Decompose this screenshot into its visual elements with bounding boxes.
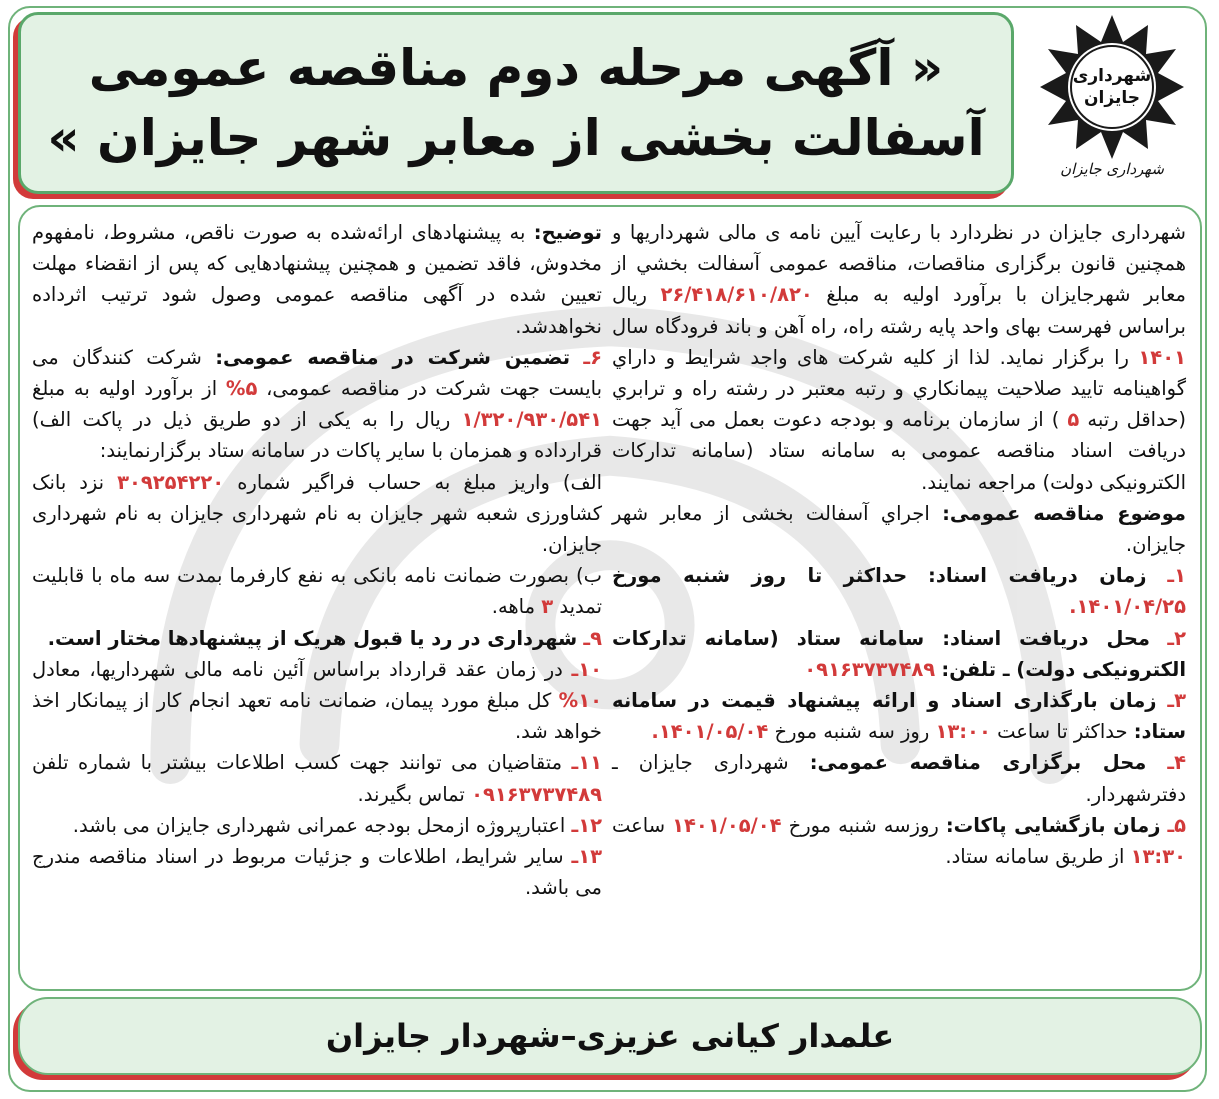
item-4: ۴ـ محل برگزاری مناقصه عمومی: شهرداری جایزان ـ دفترشهردار. <box>612 751 1186 806</box>
signature-banner <box>18 997 1202 1075</box>
left-column <box>32 217 602 903</box>
title-line-2: آسفالت بخشی از معابر شهر جایزان » <box>47 109 985 167</box>
subject-paragraph: موضوع مناقصه عمومی: اجراي آسفالت بخشی از معابر شهر جایزان. <box>612 501 1186 557</box>
item-11: ۱۱ـ متقاضیان می توانند جهت کسب اطلاعات بیشتر با شماره تلفن ۰۹۱۶۳۷۳۷۴۸۹ تماس بگیرند. <box>32 751 602 806</box>
emblem-star-icon <box>1037 12 1187 162</box>
item-9: ۹ـ شهرداری در رد یا قبول هریک از پیشنهادها مختار است. <box>47 626 602 650</box>
title-banner <box>18 12 1014 194</box>
item-2: ۲ـ محل دریافت اسناد: سامانه ستاد (سامانه تدارکات الکترونیکی دولت) ـ تلفن: ۰۹۱۶۳۷۳۷۴۸۹ <box>612 626 1186 681</box>
logo-caption: شهرداری جایزان <box>1060 160 1164 178</box>
logo-text-top: شهرداری <box>1072 66 1152 86</box>
guarantee-amount: ۱/۳۲۰/۹۳۰/۵۴۱ <box>461 408 602 432</box>
title-line-1: « آگهی مرحله دوم مناقصه عمومی <box>88 39 944 97</box>
logo-text-bottom: جایزان <box>1084 88 1140 108</box>
municipality-logo <box>1022 12 1202 194</box>
price-list-year: ۱۴۰۱ <box>1138 345 1186 369</box>
bank-account-number: ۳۰۹۲۵۴۲۲۰ <box>117 470 225 494</box>
item-6a: الف) واریز مبلغ به حساب فراگیر شماره ۳۰۹۲۵۴۲۲۰ نزد بانک کشاورزی شعبه شهر جایزان به نام شهرداری جایزان به نام شهرداری جایزان. <box>32 470 603 557</box>
right-column <box>612 217 1186 872</box>
contact-phone: ۰۹۱۶۳۷۳۷۴۸۹ <box>804 657 936 681</box>
item-6b: ب) بصورت ضمانت نامه بانکی به نفع کارفرما بمدت سه ماه با قابلیت تمدید ۳ ماهه. <box>32 564 602 619</box>
item-6: ۶ـ تضمین شرکت در مناقصه عمومی: شرکت کنندگان می بایست جهت شرکت در مناقصه عمومی، ۵% از برآورد اولیه به مبلغ ۱/۳۲۰/۹۳۰/۵۴۱ ریال را به یکی از دو طریق ذیل در پاکت الف) قرارداده و همزمان با سایر پاکات در سامانه ستاد برگزارنمایند: <box>32 345 602 463</box>
announcement-body <box>18 205 1202 991</box>
note-paragraph: توضیح: به پیشنهادهای ارائه‌شده به صورت ناقص، مشروط، نامفهوم مخدوش، فاقد تضمین و همچنین پیشنهادهایی که پس از انقضاء مهلت تعیین شده در آگهی مناقصه عمومی وصول شود ترتیب اثرداده نخواهدشد. <box>32 221 602 338</box>
min-rank: ۵ <box>1067 408 1080 432</box>
mayor-signature: علمدار کیانی عزیزی–شهردار جایزان <box>325 1017 895 1055</box>
item-5: ۵ـ زمان بازگشایی پاکات: روزسه شنبه مورخ ۱۴۰۱/۰۵/۰۴ ساعت ۱۳:۳۰ از طریق سامانه ستاد. <box>612 813 1187 869</box>
subject-label: موضوع مناقصه عمومی: <box>942 501 1186 525</box>
item-10: ۱۰ـ در زمان عقد قرارداد براساس آئین نامه مالی شهرداریها، معادل ۱۰% کل مبلغ مورد پیمان، ضمانت نامه تعهد انجام کار از پیمانکار اخذ خواهد شد. <box>32 657 602 744</box>
documents-deadline-date: ۱۴۰۱/۰۴/۲۵. <box>1069 595 1186 619</box>
item-13: ۱۳ـ سایر شرایط، اطلاعات و جزئیات مربوط در اسناد مناقصه مندرج می باشد. <box>32 845 602 900</box>
item-1: ۱ـ زمان دریافت اسناد: حداکثر تا روز شنبه مورخ ۱۴۰۱/۰۴/۲۵. <box>612 564 1186 619</box>
estimate-amount: ۲۶/۴۱۸/۶۱۰/۸۲۰ <box>660 283 813 307</box>
intro-paragraph: شهرداری جایزان در نظردارد با رعایت آیین نامه ی مالی شهرداریها و همچنین قانون برگزاری مناقصات، مناقصه عمومی آسفالت بخشي از معابر شهرجایزان با برآورد اولیه به مبلغ ۲۶/۴۱۸/۶۱۰/۸۲۰ ریال براساس فهرست بهای واحد پایه رشته راه، راه آهن و باند فرودگاه سال ۱۴۰۱ را برگزار نماید. لذا از کلیه شرکت های واجد شرایط و داراي گواهینامه تایید صلاحیت پیمانکاري و رتبه معتبر در رشته راه و ترابري (حداقل رتبه ۵ ) از سازمان برنامه و بودجه دعوت بعمل می آید جهت دریافت اسناد مناقصه عمومی به سامانه ستاد (سامانه تدارکات الکترونیکی دولت) مراجعه نمایند. <box>612 221 1186 494</box>
item-12: ۱۲ـ اعتبارپروژه ازمحل بودجه عمرانی شهرداری جایزان می باشد. <box>72 813 602 837</box>
item-3: ۳ـ زمان بارگذاری اسناد و ارائه پیشنهاد قیمت در سامانه ستاد: حداکثر تا ساعت ۱۳:۰۰ روز سه شنبه مورخ ۱۴۰۱/۰۵/۰۴. <box>612 689 1186 744</box>
